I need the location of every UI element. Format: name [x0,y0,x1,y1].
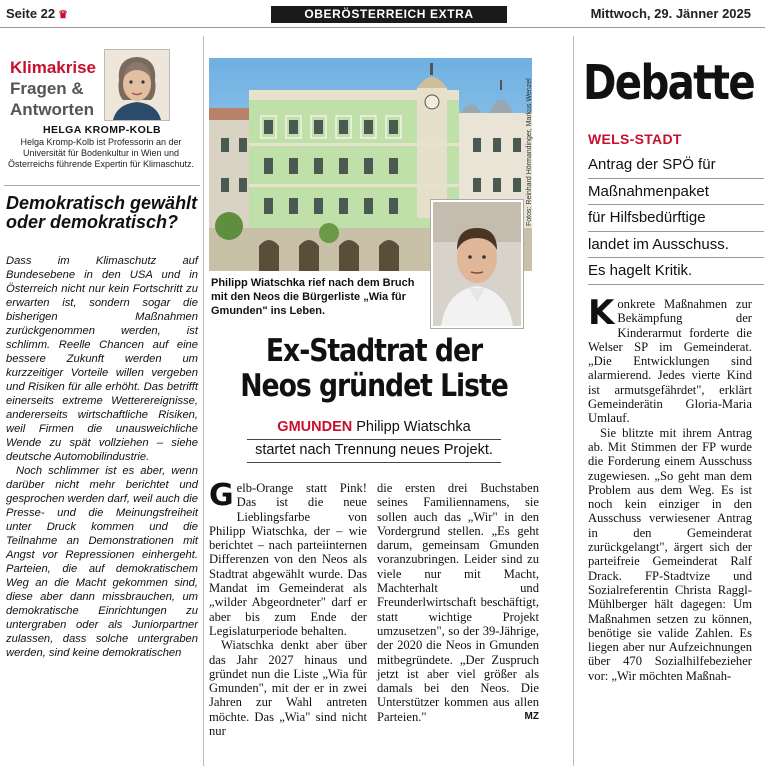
column-paragraph: Dass im Klimaschutz auf Bundesebene in den USA und in Österreich nicht nur kein Fortschritt zu erwarten ist, sondern sogar die bisherigen Maßnahmen zurückgenommen werden, ist schlimm. Reelle Chancen auf eine bessere Zukunft werden um kurzzeitiger Vorteile willen vergeben und Risiken für alle erhöht. Das betrifft einerseits extreme Wetterereignisse, andererseits wirtschaftliche Risiken, weil Firmen die unausweichliche Wende zu spät vollziehen – siehe deutsche Automobilindustrie. [6,255,198,463]
subheadline-line2: startet nach Trennung neues Projekt. [255,442,493,458]
location-kicker: GMUNDEN [277,419,353,435]
teaser-line: Es hagelt Kritik. [588,258,764,285]
section-banner: OBERÖSTERREICH EXTRA [271,6,507,23]
header-rule [0,27,765,28]
column-paragraph: Noch schlimmer ist es aber, wenn darüber nicht mehr berichtet und gesprochen werden darf, weil auch die Presse- und die Meinungsfreiheit unter Druck kommen und die Teilnahme an Demonstrationen mit Angst vor Repressionen einhergeht. Parteien, die auf demokratischem Weg an die Macht gekommen sind, diese aber dann missbrauchen, um demokratische Einrichtungen zu untergraben oder als Juniorpartner zulassen, dass solche untergraben werden, sind keine demokratischen [6,465,198,659]
teaser-line: für Hilfsbedürftige [588,205,764,232]
article-column-b: die ersten drei Buchstaben seines Familiennamens, sie sollen auch das „Wir" in den Vordergrund stellen. „Es geht darum, gemeinsam Gmunden voranzubringen. Leider sind zu viele nur mit Macht, Machterhalt und Freunderlwirtschaft beschäftigt, statt wichtige Projekt umzusetzen", so der 39-Jährige, der 2020 die Neos in Gmunden mitbegründete. „Der Zuspruch jetzt ist aber viel größer als damals bei den Neos. Die Unterstützer kommen aus allen Parteien." MZ [377,481,539,724]
wiatschka-portrait [431,200,523,328]
wels-kicker: WELS-STADT [588,131,682,147]
teaser-line: Antrag der SPÖ für [588,152,764,179]
author-bio: Helga Kromp-Kolb ist Professorin an der Universität für Bodenkultur in Wien und Österreichs führende Expertin für Klimaschutz. [7,137,195,169]
author-tag: MZ [524,710,539,722]
crown-icon: ♛ [58,9,69,21]
photo-caption: Philipp Wiatschka rief nach dem Bruch mit den Neos die Bürgerliste „Wia für Gmunden" ins Leben. [211,277,415,317]
column-kicker: Klimakrise Fragen & Antworten [10,58,96,119]
column-title: Demokratisch gewählt oder demokratisch? [6,193,198,232]
column-divider [4,185,200,186]
author-portrait [104,49,170,121]
teaser-line: landet im Ausschuss. [588,232,764,259]
column-body [6,254,198,660]
column-separator [203,36,204,766]
column-separator [573,36,574,766]
debatte-teaser [588,152,764,285]
page-number: Seite 22 ♛ [6,6,69,21]
main-headline: Ex-Stadtrat der Neos gründet Liste [240,333,508,404]
debatte-article: Konkrete Maßnahmen zur Bekämpfung der Kinderarmut forderte die Welser SP im Gemeinderat. „Die Entwicklungen sind alarmierend. Jedes vierte Kind ist armutsgefährdet", erklärt Gemeinderätin Gloria-Maria Umlauf. Sie blitzte mit ihrem Antrag ab. Mit Stimmen der FP wurde die Forderung einem Ausschuss zugewiesen. „So geht man dem Problem aus dem Weg. Es ist noch kein einziger in den Ausschuss verwiesener Antrag in den Gemeinderat zurückgelangt", ärgert sich der parteifreie Gemeinderat Ralf Drack. FP-Stadtvize und Sozialreferentin Christa Raggl-Mühlberger hält dagegen: Um Maßnahmen setzen zu können, benötige sie valide Zahlen. Es liegen aber nur Aufzeichnungen über 470 Sozialhilfebezieher vor: „Wir möchten Maßnah- [588,293,752,683]
drop-cap: K [588,293,615,333]
subheadline-rule [247,462,501,463]
teaser-line: Maßnahmenpaket [588,179,764,206]
drop-cap: G [209,478,234,513]
article-column-a: Gelb-Orange statt Pink! Das ist die neue Lieblingsfarbe von Philipp Wiatschka, der – wie berichtet – nach parteiinternen Differenzen von den Neos als Stadtrat abgewählt wurde. Das Mandat im Gemeinderat als „wilder Abgeordneter" darf er aber bis zum Ende der Legislaturperiode behalten. Wiatschka denkt aber über das Jahr 2027 hinaus und gründet nun die Liste „Wia für Gmunden", mit der er in zwei Jahren zur Wahl antreten möchte. Das „Wia" sind nicht nur [209,478,367,739]
debatte-heading: Debatte [583,55,755,111]
subheadline-line1: GMUNDEN Philipp Wiatschka [277,419,471,435]
photo-credit: Fotos: Reinhard Hörmandinger, Markus Wenzel [526,78,533,226]
author-name: HELGA KROMP-KOLB [42,124,161,136]
issue-date: Mittwoch, 29. Jänner 2025 [590,6,751,21]
